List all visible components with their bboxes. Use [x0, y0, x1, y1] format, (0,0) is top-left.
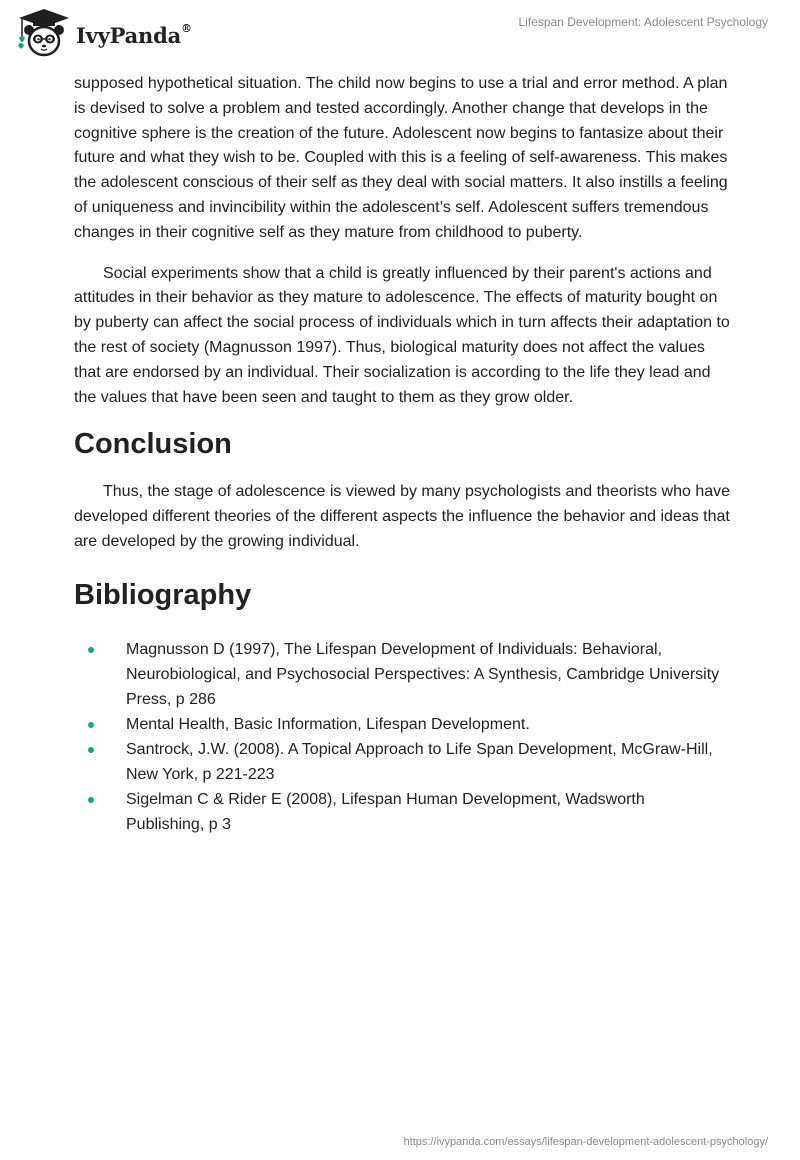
- bullet-icon: [88, 797, 94, 803]
- bibliography-item-text: Santrock, J.W. (2008). A Topical Approach to Life Span Development, McGraw-Hill, New York, p 221-223: [126, 740, 713, 783]
- source-url[interactable]: https://ivypanda.com/essays/lifespan-development-adolescent-psychology/: [403, 1136, 768, 1148]
- body-paragraph-2: Social experiments show that a child is greatly influenced by their parent's actions and attitudes in their behavior as they mature to adolescence. The effects of maturity bought on by puberty can affect the social process of individuals which in turn affects their adaptation to the rest of society (Magnusson 1997). Thus, biological maturity does not affect the values that are endorsed by an individual. Their socialization is according to the life they lead and the values that have been seen and taught to them as they grow older.: [74, 264, 730, 406]
- bibliography-item: [74, 712, 726, 737]
- bibliography-heading: Bibliography: [74, 578, 252, 611]
- bibliography-item-text: Mental Health, Basic Information, Lifespan Development.: [126, 715, 530, 733]
- bullet-icon: [88, 647, 94, 653]
- bullet-icon: [88, 747, 94, 753]
- bibliography-item-text: Magnusson D (1997), The Lifespan Development of Individuals: Behavioral, Neurobiological, and Psychosocial Perspectives: A Synthesis, Cambridge University Press, p 286: [126, 640, 720, 708]
- logo-wordmark: [76, 23, 192, 48]
- body-paragraph-1: supposed hypothetical situation. The child now begins to use a trial and error method. A plan is devised to solve a problem and tested accordingly. Another change that develops in the cognitive sphere is the creation of the future. Adolescent now begins to fantasize about their future and what they wish to be. Coupled with this is a feeling of self-awareness. This makes the adolescent conscious of their self as they deal with social matters. It also instills a feeling of uniqueness and invincibility within the adolescent’s self. Adolescent suffers tremendous changes in their cognitive self as they mature from childhood to puberty.: [74, 75, 728, 241]
- conclusion-paragraph: Thus, the stage of adolescence is viewed by many psychologists and theorists who have developed different theories of the different aspects the influence the behavior and ideas that are developed by the growing individual.: [74, 483, 731, 550]
- logo-name: IvyPanda: [76, 22, 182, 48]
- page-header: [0, 0, 800, 70]
- document-title: Lifespan Development: Adolescent Psychology: [518, 15, 768, 29]
- bibliography-item: [74, 637, 726, 712]
- registered-mark: ®: [181, 21, 192, 35]
- bibliography-item: [74, 737, 726, 787]
- bullet-icon: [88, 722, 94, 728]
- bibliography-list: [74, 637, 730, 837]
- essay-content: [74, 72, 730, 837]
- conclusion-heading: Conclusion: [74, 428, 232, 461]
- bibliography-item: [74, 787, 726, 837]
- bibliography-item-text: Sigelman C & Rider E (2008), Lifespan Human Development, Wadsworth Publishing, p 3: [126, 790, 645, 833]
- panda-graduate-icon: [14, 8, 74, 60]
- ivypanda-logo[interactable]: [14, 8, 192, 60]
